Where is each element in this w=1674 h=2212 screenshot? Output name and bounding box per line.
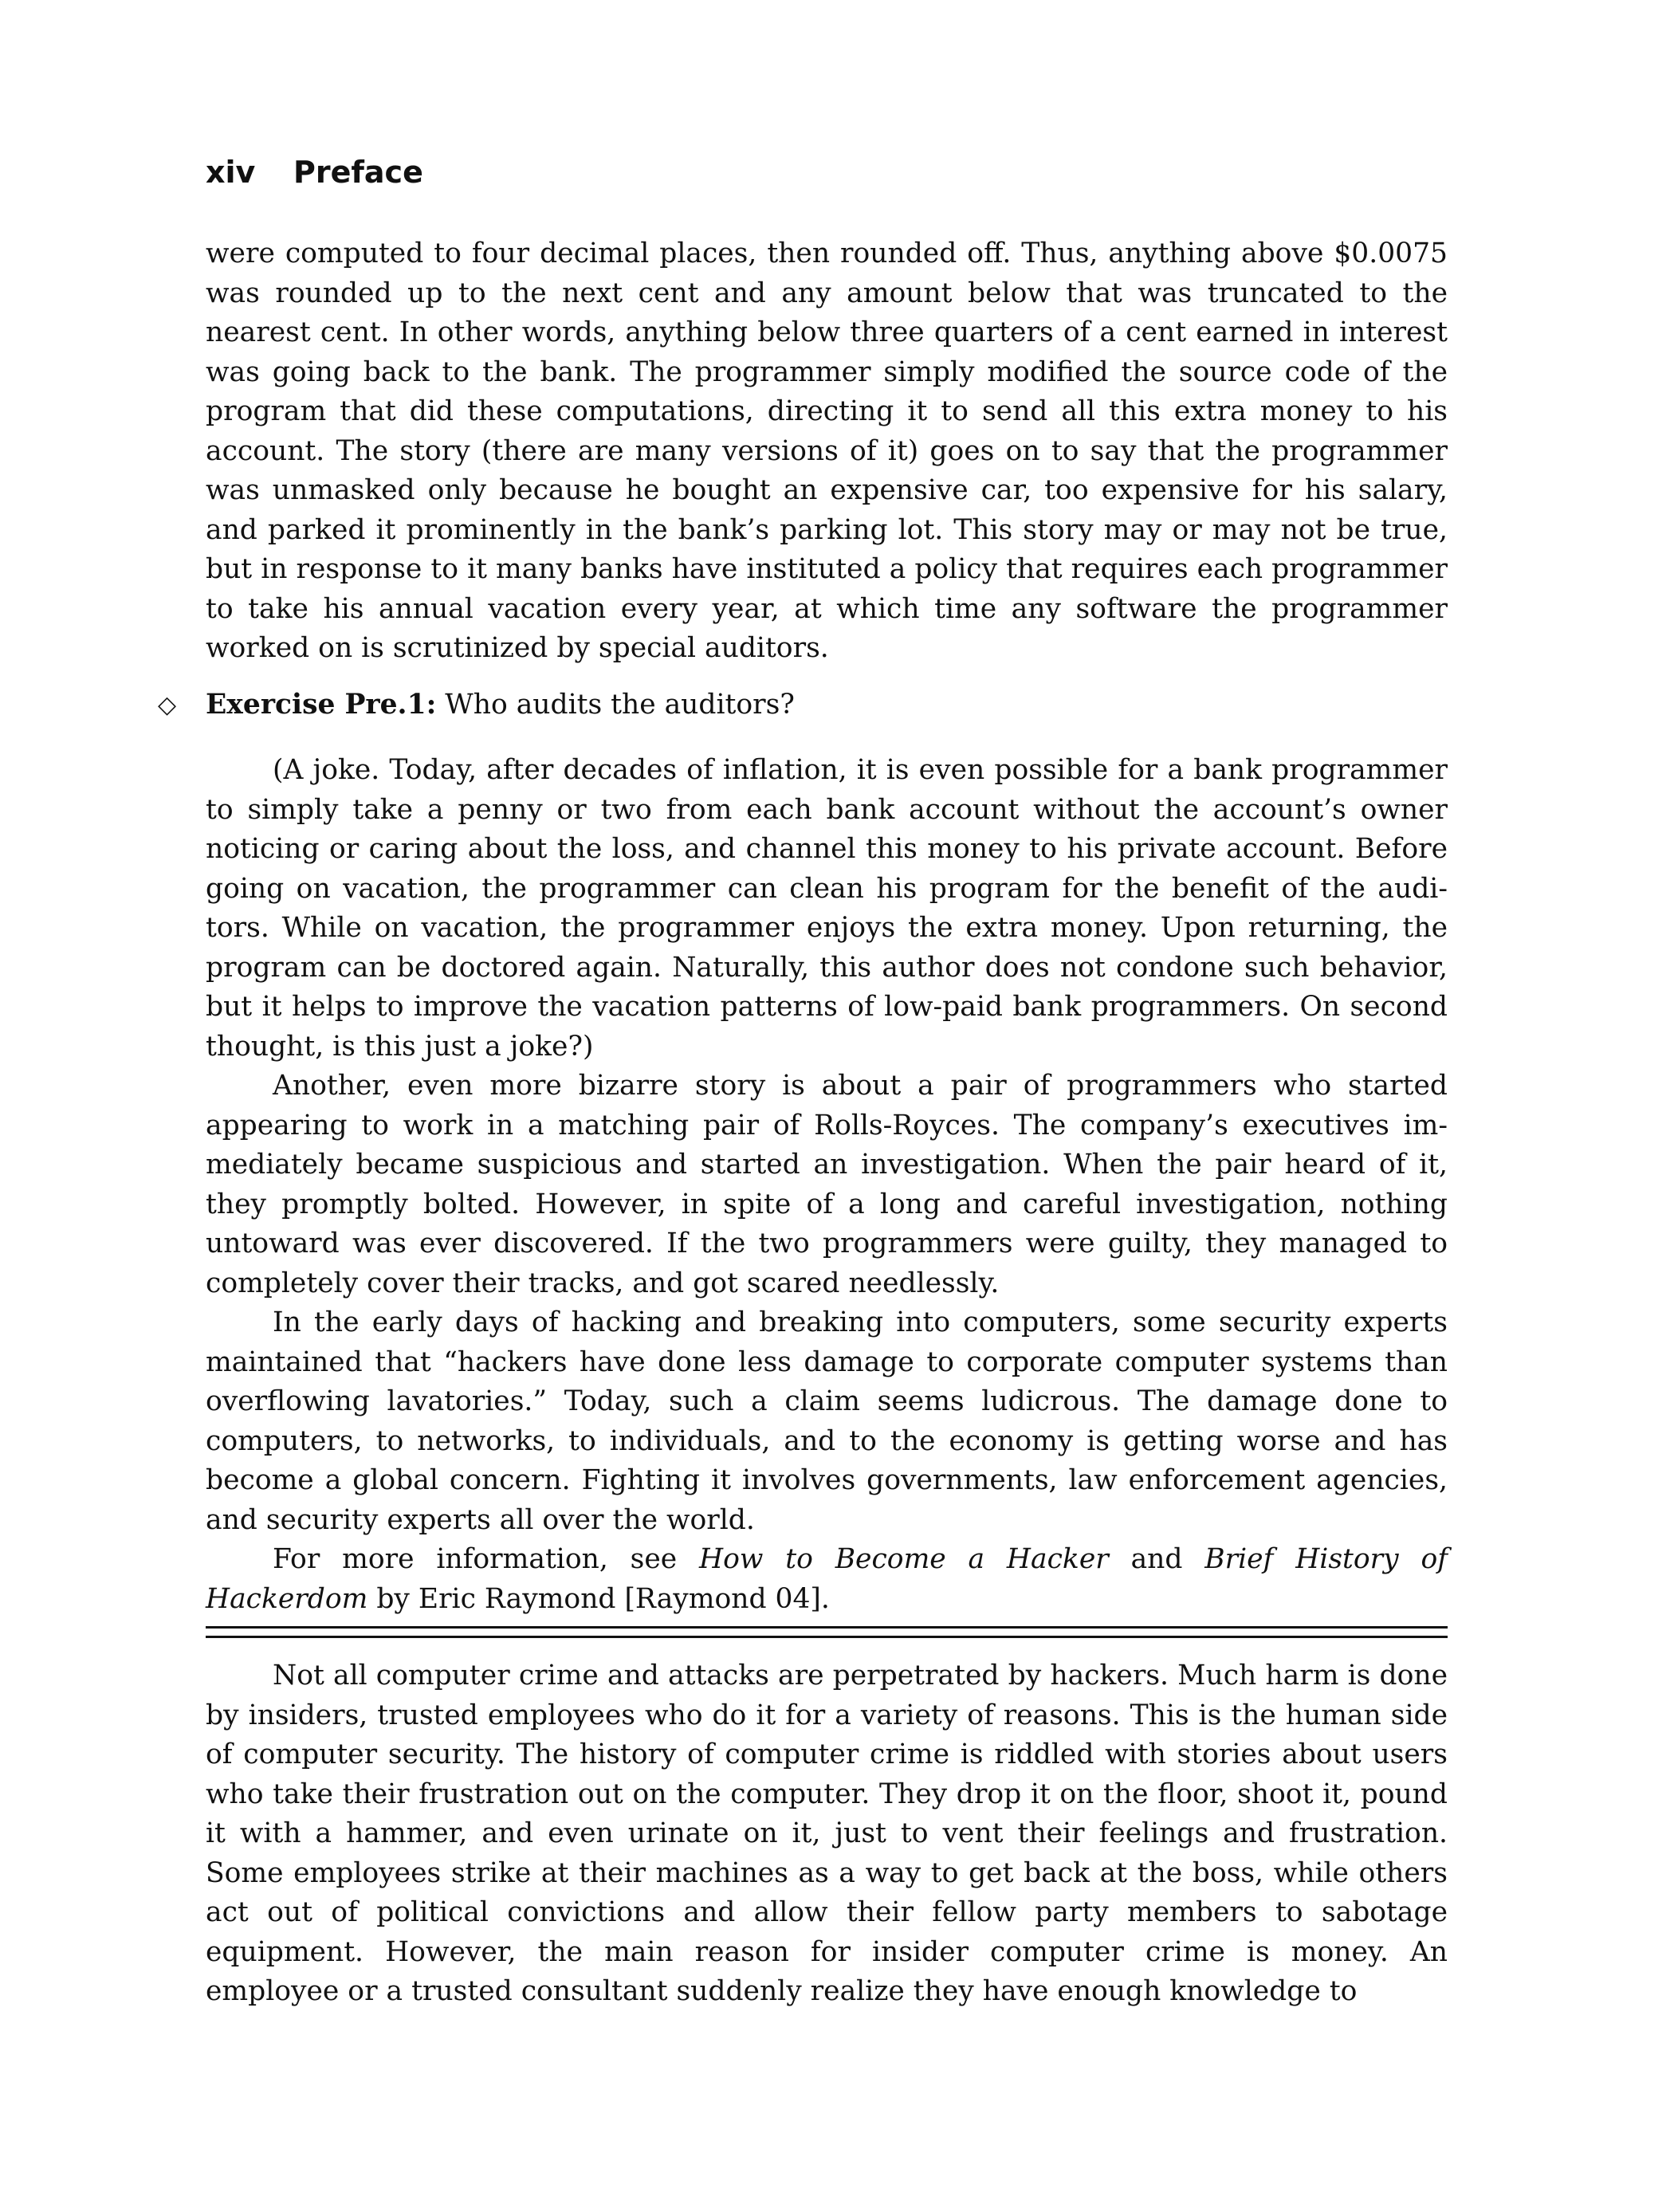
running-header — [206, 153, 423, 191]
paragraph-insiders: Not all computer crime and attacks are perpetrated by hackers. Much harm is done by insiders, trusted employees who do it for a variety of reasons. This is the human side of computer security. The history of computer crime is riddled with stories about users who take their frustration out on the computer. They drop it on the floor, shoot it, pound it with a hammer, and even urinate on it, just to vent their feelings and frustration. Some employees strike at their machines as a way to get back at the boss, while others act out of political convictions and allow their fellow party members to sabotage equipment. However, the main reason for insider computer crime is money. An employee or a trusted consultant suddenly realize they have enough knowledge to — [206, 1660, 1448, 2007]
more-info-and: and — [1130, 1543, 1183, 1575]
exercise-label: Exercise Pre.1: — [206, 689, 437, 721]
exercise-pre-1 — [158, 686, 1448, 725]
book-title-history-hackerdom: Brief History of Hackerdom — [206, 1543, 1448, 1615]
more-info-intro: For more information, see — [273, 1543, 678, 1575]
paragraph-rounding-story: were computed to four decimal places, then rounded off. Thus, anything above $0.0075 was rounded up to the next cent and any amount below that was truncated to the nearest cent. In other words, anything below three quarters of a cent earned in interest was going back to the bank. The programmer simply modified the source code of the program that did these computations, directing it to send all this extra money to his account. The story (there are many versions of it) goes on to say that the programmer was unmasked only because he bought an expensive car, too expensive for his salary, and parked it prominently in the bank’s parking lot. This story may or may not be true, but in response to it many banks have instituted a policy that requires each programmer to take his annual vacation every year, at which time any software the programmer worked on is scrutinized by special auditors. — [206, 238, 1448, 664]
text-block-middle — [206, 751, 1448, 1619]
exercise-question: Who audits the auditors? — [445, 689, 795, 721]
book-title-become-hacker: How to Become a Hacker — [699, 1543, 1109, 1575]
section-divider-top — [206, 1626, 1448, 1629]
paragraph-more-information — [206, 1540, 1448, 1619]
paragraph-early-hacking: In the early days of hacking and breaking into computers, some security experts maintained that “hackers have done less damage to corporate computer systems than overflowing lavatories.” Today, such a claim seems ludicrous. The damage done to computers, to networks, to individuals, and to the economy is getting worse and has become a global concern. Fighting it involves governments, law enforcement agencies, and security experts all over the world. — [206, 1306, 1448, 1536]
more-info-outro: by Eric Raymond [Raymond 04]. — [376, 1582, 830, 1615]
paragraph-rolls-royces: Another, even more bizarre story is about a pair of programmers who started appearing to work in a matching pair of Rolls-Royces. The company’s executives immediately became suspicious and started an investigation. When the pair heard of it, they promptly bolted. However, in spite of a long and careful investigation, nothing untoward was ever discovered. If the two programmers were guilty, they managed to completely cover their tracks, and got scared needlessly. — [206, 1070, 1448, 1299]
section-divider-bottom — [206, 1636, 1448, 1638]
paragraph-joke: (A joke. Today, after decades of inflation, it is even possible for a bank programmer to simply take a penny or two from each bank account without the account’s owner noticing or caring about the loss, and channel this money to his private account. Before going on vacation, the programmer can clean his program for the benefit of the auditors. While on vacation, the programmer enjoys the extra money. Upon returning, the program can be doctored again. Naturally, this author does not condone such behavior, but it helps to improve the vacation patterns of low-paid bank programmers. On second thought, is this just a joke?) — [206, 754, 1448, 1063]
diamond-icon: ◇ — [158, 691, 177, 719]
page-number: xiv — [206, 155, 256, 190]
running-title: Preface — [293, 155, 423, 190]
text-block-top — [206, 234, 1448, 669]
text-block-bottom — [206, 1656, 1448, 2012]
